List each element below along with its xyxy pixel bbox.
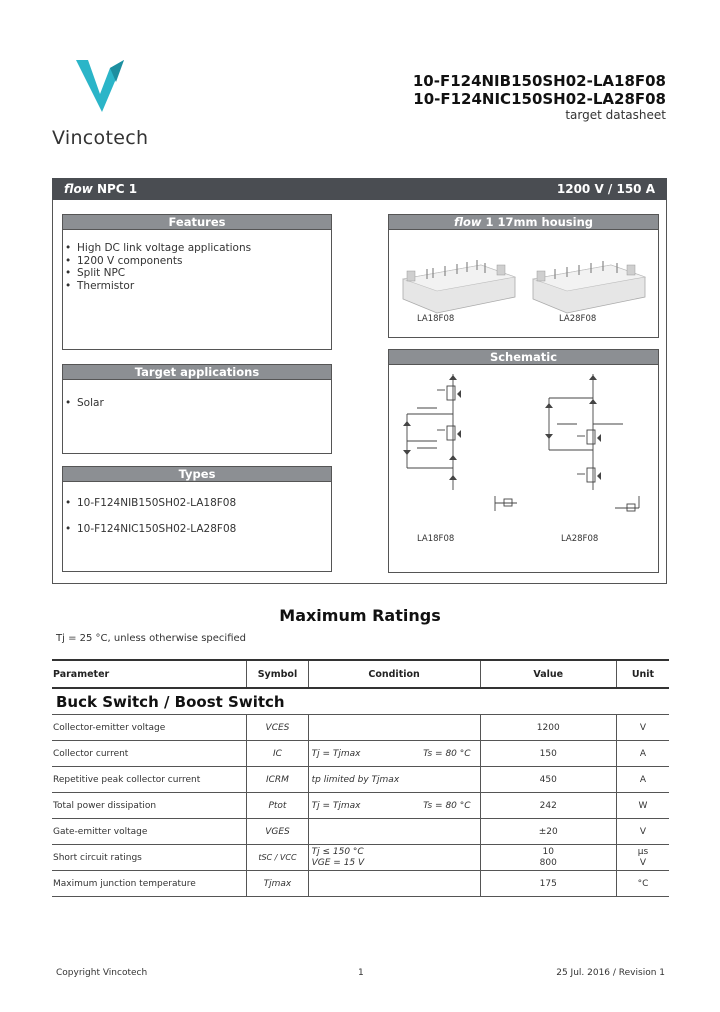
housing-title: flow 1 17mm housing <box>389 215 658 230</box>
schematic-diagram <box>397 368 653 538</box>
part-number-2: 10-F124NIC150SH02-LA28F08 <box>413 90 666 108</box>
col-symbol: Symbol <box>247 660 308 688</box>
col-value: Value <box>480 660 616 688</box>
col-parameter: Parameter <box>52 660 247 688</box>
types-panel <box>62 466 332 572</box>
max-ratings-title: Maximum Ratings <box>279 606 441 625</box>
table-group-row <box>52 688 669 715</box>
col-unit: Unit <box>616 660 669 688</box>
feature-item: • Thermistor <box>65 280 331 293</box>
schematic-panel <box>388 349 659 573</box>
application-item: • Solar <box>65 397 331 410</box>
housing-label-2: LA28F08 <box>559 314 597 324</box>
footer-page-number: 1 <box>358 968 364 978</box>
schematic-title: Schematic <box>389 350 658 365</box>
vincotech-logo-icon <box>76 60 124 112</box>
table-row: Short circuit ratings tSC / VCC Tj ≤ 150 °C VGE = 15 V 10 800 µs V <box>52 845 669 871</box>
product-rating: 1200 V / 150 A <box>556 182 655 196</box>
module-la18f08-image <box>403 260 515 313</box>
product-family: flow NPC 1 <box>64 182 138 196</box>
table-row: Total power dissipation Ptot Tj = Tjmax Ts = 80 °C 242 W <box>52 793 669 819</box>
feature-item: • 1200 V components <box>65 255 331 268</box>
footer-date-revision: 25 Jul. 2016 / Revision 1 <box>556 968 665 978</box>
types-title: Types <box>63 467 331 482</box>
document-type: target datasheet <box>565 108 666 122</box>
type-item: • 10-F124NIB150SH02-LA18F08 <box>65 497 331 510</box>
housing-panel <box>388 214 659 338</box>
feature-item: • Split NPC <box>65 267 331 280</box>
features-panel <box>62 214 332 350</box>
table-row: Repetitive peak collector current ICRM tp limited by Tjmax 450 A <box>52 767 669 793</box>
schematic-la18f08 <box>407 374 517 511</box>
applications-panel <box>62 364 332 454</box>
feature-item: • High DC link voltage applications <box>65 242 331 255</box>
product-banner <box>52 178 667 200</box>
ratings-condition-note: Tj = 25 °C, unless otherwise specified <box>56 633 246 644</box>
module-la28f08-image <box>533 261 645 313</box>
type-item: • 10-F124NIC150SH02-LA28F08 <box>65 523 331 536</box>
applications-title: Target applications <box>63 365 331 380</box>
part-number-1: 10-F124NIB150SH02-LA18F08 <box>412 72 666 90</box>
group-title: Buck Switch / Boost Switch <box>56 692 285 711</box>
schematic-label-1: LA18F08 <box>417 534 455 544</box>
table-row: Collector current IC Tj = Tjmax Ts = 80 °C 150 A <box>52 741 669 767</box>
col-condition: Condition <box>308 660 480 688</box>
brand-name: Vincotech <box>52 127 149 149</box>
schematic-la28f08 <box>549 374 639 511</box>
schematic-la18f08-diodes <box>403 375 461 480</box>
schematic-label-2: LA28F08 <box>561 534 599 544</box>
table-row: Collector-emitter voltage VCES 1200 V <box>52 715 669 741</box>
footer-copyright: Copyright Vincotech <box>56 968 148 978</box>
max-ratings-table <box>52 659 669 897</box>
table-row: Gate-emitter voltage VGES ±20 V <box>52 819 669 845</box>
brand-logo <box>76 60 124 112</box>
features-title: Features <box>63 215 331 230</box>
table-header-row <box>52 660 669 688</box>
housing-label-1: LA18F08 <box>417 314 455 324</box>
table-row: Maximum junction temperature Tjmax 175 °C <box>52 871 669 897</box>
